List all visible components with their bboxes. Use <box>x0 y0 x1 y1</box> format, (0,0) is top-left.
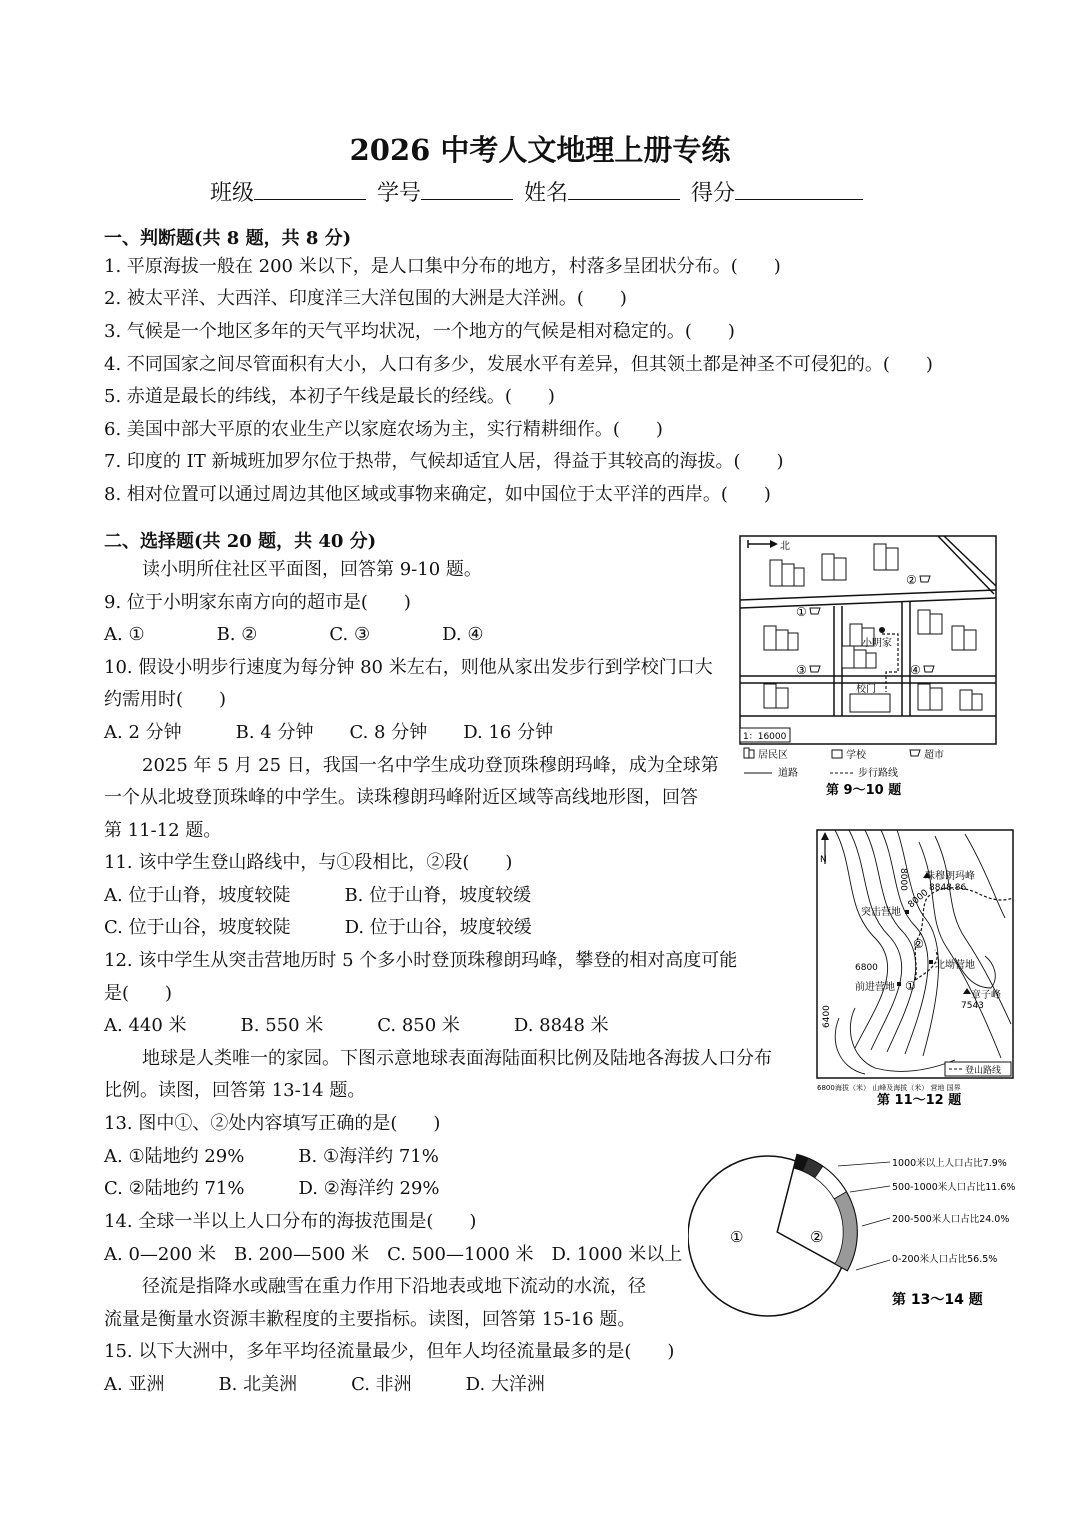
name-label: 姓名 <box>524 181 569 206</box>
pie-layer <box>688 1155 857 1316</box>
school-building <box>850 694 890 712</box>
forward-camp-label: 前进营地 <box>855 982 895 993</box>
name-field[interactable] <box>568 179 680 200</box>
contour-legend-items: 海拔（米） 山峰及海拔（米） 营地 国界 <box>835 1084 961 1092</box>
q11-options-cd: C. 位于山谷，坡度较陡 D. 位于山谷，坡度较缓 <box>104 917 532 938</box>
tf-item-6: 6. 美国中部大平原的农业生产以家庭农场为主，实行精耕细作。( ) <box>104 419 663 440</box>
peak-height: 8848.86 <box>929 883 967 893</box>
land-sea-pie-figure <box>688 1150 1028 1320</box>
q9-options: A. ① B. ② C. ③ D. ④ <box>104 624 484 645</box>
section1-heading: 一、判断题(共 8 题，共 8 分) <box>104 228 352 249</box>
contour-map-figure <box>815 828 1015 1110</box>
north-col-label: 北坳营地 <box>935 960 975 971</box>
contour-label-6800: 6800 <box>855 963 878 973</box>
market-4-label: ④ <box>910 663 921 677</box>
peak-label: 珠穆朗玛峰 <box>925 871 975 882</box>
fig-11-12-caption: 第 11～12 题 <box>877 1093 962 1108</box>
contour-north-label: N <box>820 855 827 865</box>
tf-item-4: 4. 不同国家之间尽管面积有大小，人口有多少，发展水平有差异，但其领土都是神圣不可侵犯的。( ) <box>104 354 933 375</box>
q-intro-11-12-2: 一个从北坡登顶珠峰的中学生。读珠穆朗玛峰附近区域等高线地形图，回答 <box>104 787 698 808</box>
q-intro-15-16-2: 流量是衡量水资源丰歉程度的主要指标。读图，回答第 15-16 题。 <box>104 1309 636 1330</box>
contour-legend-6800: 6800 <box>817 1084 835 1092</box>
route-seg1-label: ① <box>905 979 916 993</box>
home-marker <box>879 627 885 633</box>
q-intro-9-10: 读小明所住社区平面图，回答第 9-10 题。 <box>142 559 482 580</box>
q12-stem-1: 12. 该中学生从突击营地历时 5 个多小时登顶珠穆朗玛峰，攀登的相对高度可能 <box>104 950 738 971</box>
tf-item-7: 7. 印度的 IT 新城班加罗尔位于热带，气候却适宜人居，得益于其较高的海拔。( ) <box>104 451 784 472</box>
pie-label-2: ② <box>810 1228 824 1246</box>
q15-options: A. 亚洲 B. 北美洲 C. 非洲 D. 大洋洲 <box>104 1374 545 1395</box>
market-3-label: ③ <box>796 663 807 677</box>
pie-label-1: ① <box>730 1228 744 1246</box>
page-title: 2026 中考人文地理上册专练 <box>349 133 731 167</box>
legend-residential: 居民区 <box>758 750 788 761</box>
class-field[interactable] <box>254 179 366 200</box>
zhangzi-label: 章子峰 <box>971 990 1001 1001</box>
scale-label: 1：16000 <box>743 732 787 742</box>
route-seg2-label: ② <box>913 937 924 951</box>
legend-road: 道路 <box>778 768 798 779</box>
legend-market: 超市 <box>924 750 944 761</box>
forward-camp-marker <box>897 982 901 986</box>
legend-school: 学校 <box>846 750 866 761</box>
assault-camp-marker <box>905 910 909 914</box>
q11-options-ab: A. 位于山脊，坡度较陡 B. 位于山脊，坡度较缓 <box>104 885 532 906</box>
tf-item-1: 1. 平原海拔一般在 200 米以下，是人口集中分布的地方，村落多呈团状分布。( ) <box>104 256 781 277</box>
q13-options-cd: C. ②陆地约 71% D. ②海洋约 29% <box>104 1178 440 1199</box>
number-label: 学号 <box>377 181 422 206</box>
q13-stem: 13. 图中①、②处内容填写正确的是( ) <box>104 1113 441 1134</box>
q12-options: A. 440 米 B. 550 米 C. 850 米 D. 8848 米 <box>104 1015 609 1036</box>
fig-9-10-caption: 第 9～10 题 <box>826 783 902 798</box>
q-intro-11-12-3: 第 11-12 题。 <box>104 820 222 841</box>
pie-legend-1000plus: 1000米以上人口占比7.9% <box>892 1158 1007 1169</box>
north-label: 北 <box>780 541 790 552</box>
contour-label-8000a: 8000 <box>906 887 931 911</box>
q-intro-11-12-1: 2025 年 5 月 25 日，我国一名中学生成功登顶珠穆朗玛峰，成为全球第 <box>142 755 719 776</box>
class-label: 班级 <box>210 181 255 206</box>
pie-legend-500-1000: 500-1000米人口占比11.6% <box>892 1182 1016 1193</box>
community-map-figure <box>738 534 1000 800</box>
legend-walk: 步行路线 <box>858 768 898 779</box>
q10-options: A. 2 分钟 B. 4 分钟 C. 8 分钟 D. 16 分钟 <box>104 722 554 743</box>
q10-stem-1: 10. 假设小明步行速度为每分钟 80 米左右，则他从家出发步行到学校门口大 <box>104 657 713 678</box>
q14-options: A. 0—200 米 B. 200—500 米 C. 500—1000 米 D. 1000 米以上 <box>104 1244 683 1265</box>
q15-stem: 15. 以下大洲中，多年平均径流量最少，但年人均径流量最多的是( ) <box>104 1341 675 1362</box>
q-intro-13-14-1: 地球是人类唯一的家园。下图示意地球表面海陆面积比例及陆地各海拔人口分布 <box>142 1048 772 1069</box>
north-col-marker <box>929 960 933 964</box>
contour-label-6400: 6400 <box>822 1005 832 1028</box>
q12-stem-2: 是( ) <box>104 983 173 1004</box>
tf-item-2: 2. 被太平洋、大西洋、印度洋三大洋包围的大洲是大洋洲。( ) <box>104 288 627 309</box>
tf-item-8: 8. 相对位置可以通过周边其他区域或事物来确定，如中国位于太平洋的西岸。( ) <box>104 484 771 505</box>
pie-legend-0-200: 0-200米人口占比56.5% <box>892 1254 998 1265</box>
q14-stem: 14. 全球一半以上人口分布的海拔范围是( ) <box>104 1211 477 1232</box>
q-intro-15-16-1: 径流是指降水或融雪在重力作用下沿地表或地下流动的水流，径 <box>142 1276 646 1297</box>
legend-route-label: 登山路线 <box>965 1066 1002 1076</box>
pie-legend-200-500: 200-500米人口占比24.0% <box>892 1214 1010 1225</box>
score-field[interactable] <box>735 179 863 200</box>
number-field[interactable] <box>421 179 513 200</box>
q11-stem: 11. 该中学生登山路线中，与①段相比，②段( ) <box>104 852 513 873</box>
score-label: 得分 <box>691 181 736 206</box>
market-2-label: ② <box>906 573 917 587</box>
contour-label-8000b: 8000 <box>898 868 908 891</box>
tf-item-5: 5. 赤道是最长的纬线，本初子午线是最长的经线。( ) <box>104 386 555 407</box>
section2-heading: 二、选择题(共 20 题，共 40 分) <box>104 531 377 552</box>
assault-camp-label: 突击营地 <box>861 907 901 918</box>
q-intro-13-14-2: 比例。读图，回答第 13-14 题。 <box>104 1080 366 1101</box>
q10-stem-2: 约需用时( ) <box>104 689 227 710</box>
zhangzi-height: 7543 <box>961 1001 984 1011</box>
tf-item-3: 3. 气候是一个地区多年的天气平均状况，一个地方的气候是相对稳定的。( ) <box>104 321 735 342</box>
home-label: 小明家 <box>862 638 892 649</box>
student-info <box>210 176 867 207</box>
fig-13-14-caption: 第 13～14 题 <box>892 1292 983 1308</box>
q9-stem: 9. 位于小明家东南方向的超市是( ) <box>104 592 411 613</box>
market-1-label: ① <box>796 605 807 619</box>
q13-options-ab: A. ①陆地约 29% B. ①海洋约 71% <box>104 1146 439 1167</box>
gate-label: 校门 <box>856 684 876 695</box>
